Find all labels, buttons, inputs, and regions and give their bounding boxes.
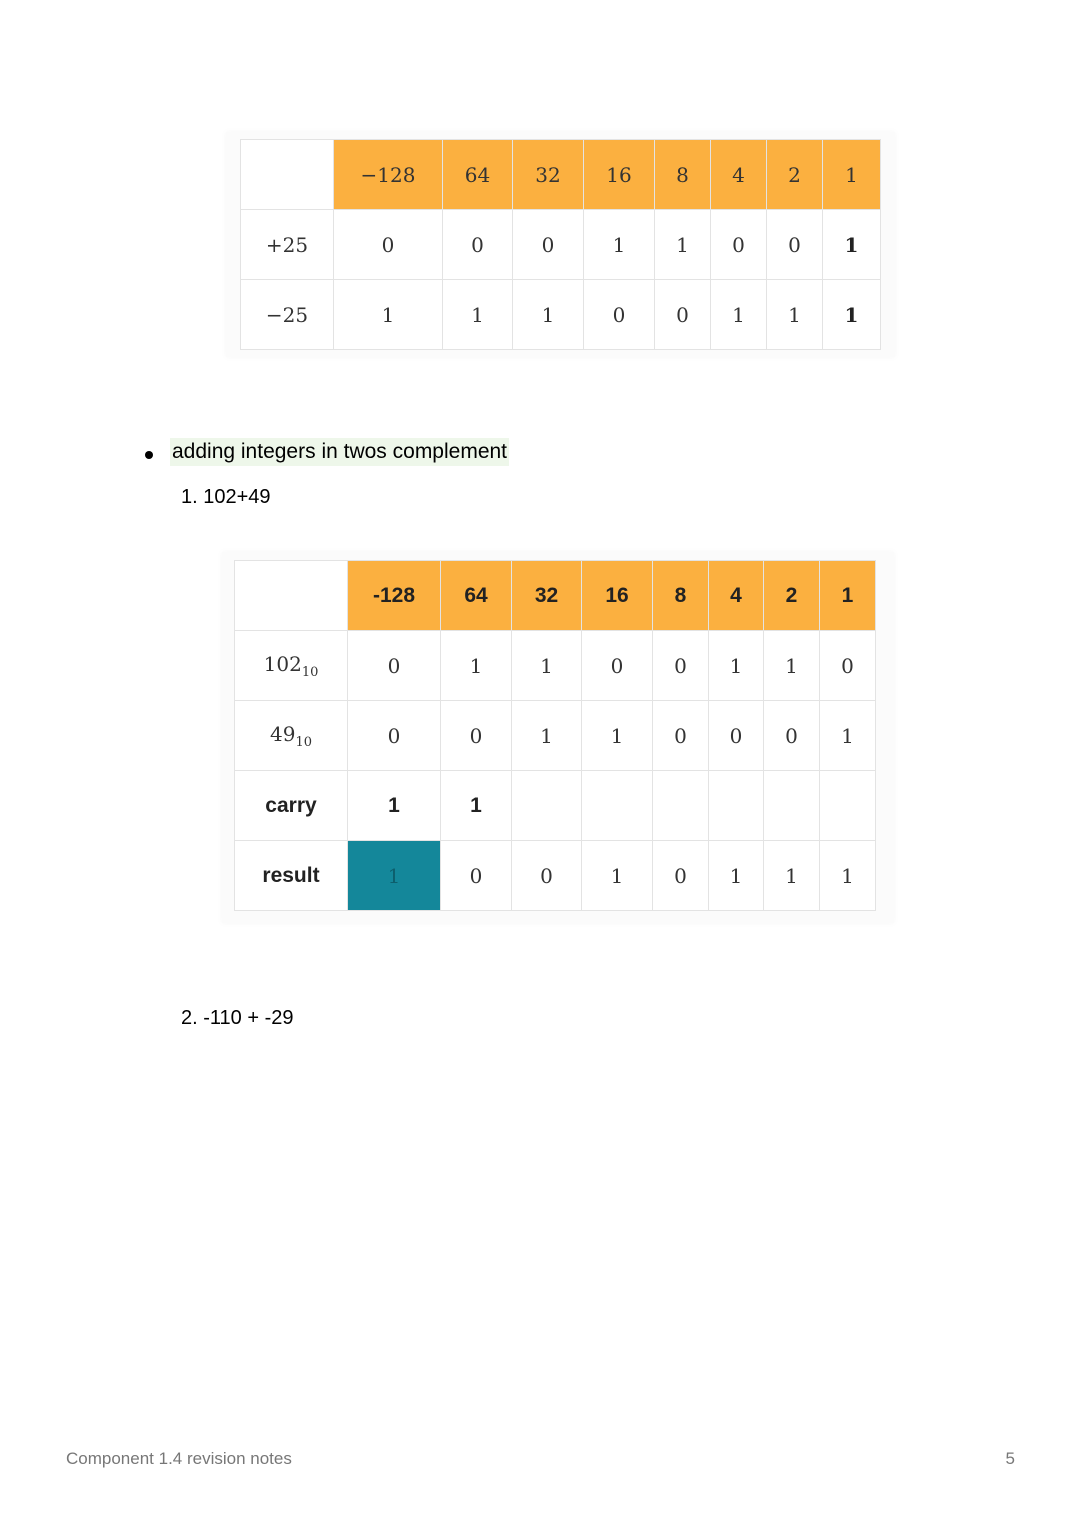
bit-cell: 0 (348, 631, 441, 701)
bit-cell: 1 (711, 280, 767, 350)
carry-cell (709, 771, 764, 841)
bit-cell: 0 (709, 701, 764, 771)
carry-cell: 1 (441, 771, 512, 841)
header-cell: 8 (653, 561, 709, 631)
row-label: +25 (241, 210, 334, 280)
header-cell: 64 (441, 561, 512, 631)
bit-cell: 0 (584, 280, 655, 350)
bit-cell: 0 (764, 701, 820, 771)
bit-cell: 0 (334, 210, 443, 280)
place-value-table-25 (226, 132, 895, 357)
header-cell: -128 (348, 561, 441, 631)
header-cell: 64 (443, 140, 513, 210)
page-number: 5 (1005, 1449, 1015, 1468)
bullet-text: adding integers in twos complement (170, 438, 509, 466)
bit-cell: 0 (441, 841, 512, 911)
bit-cell: 1 (820, 701, 876, 771)
row-label: result (235, 841, 348, 911)
bit-cell: 0 (655, 280, 711, 350)
bit-cell: 0 (513, 210, 584, 280)
header-cell: 1 (820, 561, 876, 631)
bit-cell: 1 (767, 280, 823, 350)
bit-cell: 1 (334, 280, 443, 350)
bit-cell: 0 (441, 701, 512, 771)
header-cell: 1 (823, 140, 881, 210)
bit-cell: 0 (653, 631, 709, 701)
overflow-bit-cell: 1 (348, 841, 441, 911)
row-label-base: 49 (270, 721, 296, 746)
bit-cell: 0 (348, 701, 441, 771)
bit-cell: 0 (711, 210, 767, 280)
row-label: carry (235, 771, 348, 841)
carry-cell (512, 771, 582, 841)
table-row (241, 210, 881, 280)
bit-cell: 0 (820, 631, 876, 701)
table-header-row (241, 140, 881, 210)
header-cell: 16 (582, 561, 653, 631)
bit-cell: 1 (512, 701, 582, 771)
bit-cell: 1 (823, 210, 881, 280)
row-label-subscript: 10 (301, 664, 319, 680)
bit-cell: 1 (820, 841, 876, 911)
bit-cell: 0 (653, 841, 709, 911)
row-label: −25 (241, 280, 334, 350)
bit-cell: 0 (767, 210, 823, 280)
bit-cell: 1 (709, 631, 764, 701)
row-label-base: 102 (263, 651, 302, 676)
bit-cell: 0 (653, 701, 709, 771)
header-cell: 32 (512, 561, 582, 631)
bit-cell: 1 (582, 841, 653, 911)
addition-table (222, 552, 894, 923)
bit-cell: 1 (764, 631, 820, 701)
header-cell (241, 140, 334, 210)
header-cell: 2 (767, 140, 823, 210)
bit-cell: 0 (443, 210, 513, 280)
bit-cell: 0 (512, 841, 582, 911)
carry-cell (582, 771, 653, 841)
bit-cell: 0 (582, 631, 653, 701)
bit-cell: 1 (512, 631, 582, 701)
header-cell: 4 (711, 140, 767, 210)
row-label (235, 631, 348, 701)
header-cell: 16 (584, 140, 655, 210)
bit-cell: 1 (582, 701, 653, 771)
carry-cell (820, 771, 876, 841)
table-row (235, 701, 876, 771)
footer-title: Component 1.4 revision notes (66, 1449, 292, 1468)
carry-cell (653, 771, 709, 841)
bit-cell: 1 (584, 210, 655, 280)
numbered-item-1: 1. 102+49 (181, 486, 271, 508)
carry-cell: 1 (348, 771, 441, 841)
header-cell: 8 (655, 140, 711, 210)
header-cell: 32 (513, 140, 584, 210)
carry-cell (764, 771, 820, 841)
bit-cell: 1 (764, 841, 820, 911)
header-cell (235, 561, 348, 631)
row-label (235, 701, 348, 771)
numbered-item-2: 2. -110 + -29 (181, 1007, 294, 1029)
table-row (235, 631, 876, 701)
carry-row (235, 771, 876, 841)
header-cell: 2 (764, 561, 820, 631)
bit-cell: 1 (823, 280, 881, 350)
table-header-row (235, 561, 876, 631)
row-label-subscript: 10 (295, 734, 312, 750)
table-row (241, 280, 881, 350)
result-row (235, 841, 876, 911)
bullet-dot-icon (145, 451, 153, 459)
header-cell: 4 (709, 561, 764, 631)
bit-cell: 1 (441, 631, 512, 701)
bit-cell: 1 (443, 280, 513, 350)
bit-cell: 1 (709, 841, 764, 911)
bit-cell: 1 (655, 210, 711, 280)
bit-cell: 1 (513, 280, 584, 350)
header-cell: −128 (334, 140, 443, 210)
